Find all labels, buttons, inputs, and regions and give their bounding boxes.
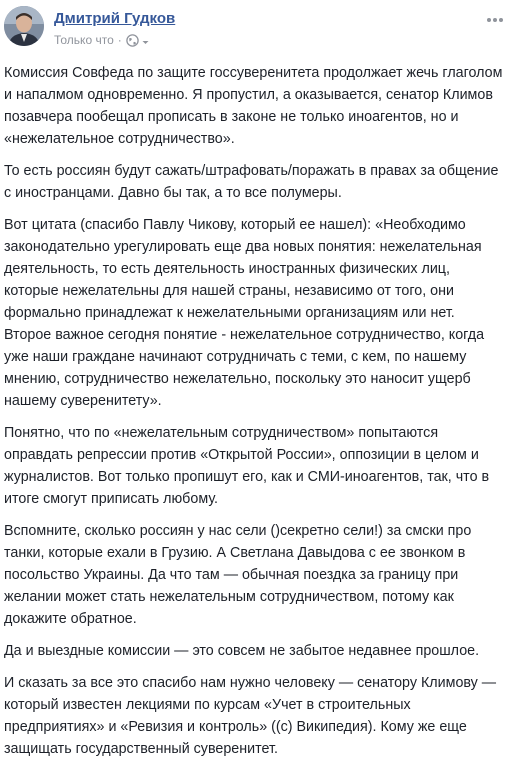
- post-paragraph: Вспомните, сколько россиян у нас сели ()секретно сели!) за смски про танки, которые ехали в Грузию. А Светлана Давыдова с ее звонком в посольство Украины. Да что там — обычная поездка за границу при желании может стать нежелательным сотрудничеством, потому как докажите обратное.: [4, 523, 472, 627]
- post-paragraph: Вот цитата (спасибо Павлу Чикову, который ее нашел): «Необходимо законодательно урегулировать еще два новых понятия: нежелательная деятельность, то есть деятельность иностранных физических лиц, которые нежелательны для нашей страны, независимо от того, они формально принадлежат к нежелательными организациям или нет. Второе важное сегодня понятие - нежелательное сотрудничество, когда уже наши граждане начинают сотрудничать с теми, с кем, по нашему мнению, сотрудничество нежелательно, поскольку это наносит ущерб нашему суверенитету».: [4, 217, 485, 409]
- post-paragraph: Да и выездные комиссии — это совсем не забытое недавнее прошлое.: [4, 643, 480, 659]
- more-options-button[interactable]: [484, 12, 506, 28]
- avatar[interactable]: [4, 6, 44, 46]
- post-paragraph: Понятно, что по «нежелательным сотрудничеством» попытаются оправдать репрессии против «Открытой России», оппозиции в целом и журналистов. Вот только пропишут его, как и СМИ-иноагентов, так, что в итоге смогут приписать любому.: [4, 425, 490, 507]
- post-body: [4, 62, 504, 770]
- meta-separator: ·: [117, 33, 122, 47]
- chevron-down-icon[interactable]: [141, 36, 150, 45]
- post-meta: [54, 33, 150, 47]
- post-header: [0, 0, 514, 60]
- post-paragraph: Комиссия Совфеда по защите госсуверенитета продолжает жечь глаголом и напалмом одновременно. Я пропустил, а оказывается, сенатор Климов позавчера пообещал прописать в законе не только иноагентов, но и «нежелательное сотрудничество».: [4, 65, 503, 147]
- post-timestamp[interactable]: Только что: [54, 33, 114, 47]
- post-paragraph: То есть россиян будут сажать/штрафовать/поражать в правах за общение с иностранцами. Давно бы так, а то все полумеры.: [4, 163, 499, 201]
- post-author-link[interactable]: Дмитрий Гудков: [54, 10, 176, 27]
- post-paragraph: И сказать за все это спасибо нам нужно человеку — сенатору Климову — который известен лекциями по курсам «Учет в строительных предприятиях» и «Ревизия и контроль» ((с) Википедия). Кому же еще защищать государственный суверенитет.: [4, 675, 497, 757]
- more-dots-icon: [484, 12, 506, 28]
- globe-icon[interactable]: [126, 34, 139, 47]
